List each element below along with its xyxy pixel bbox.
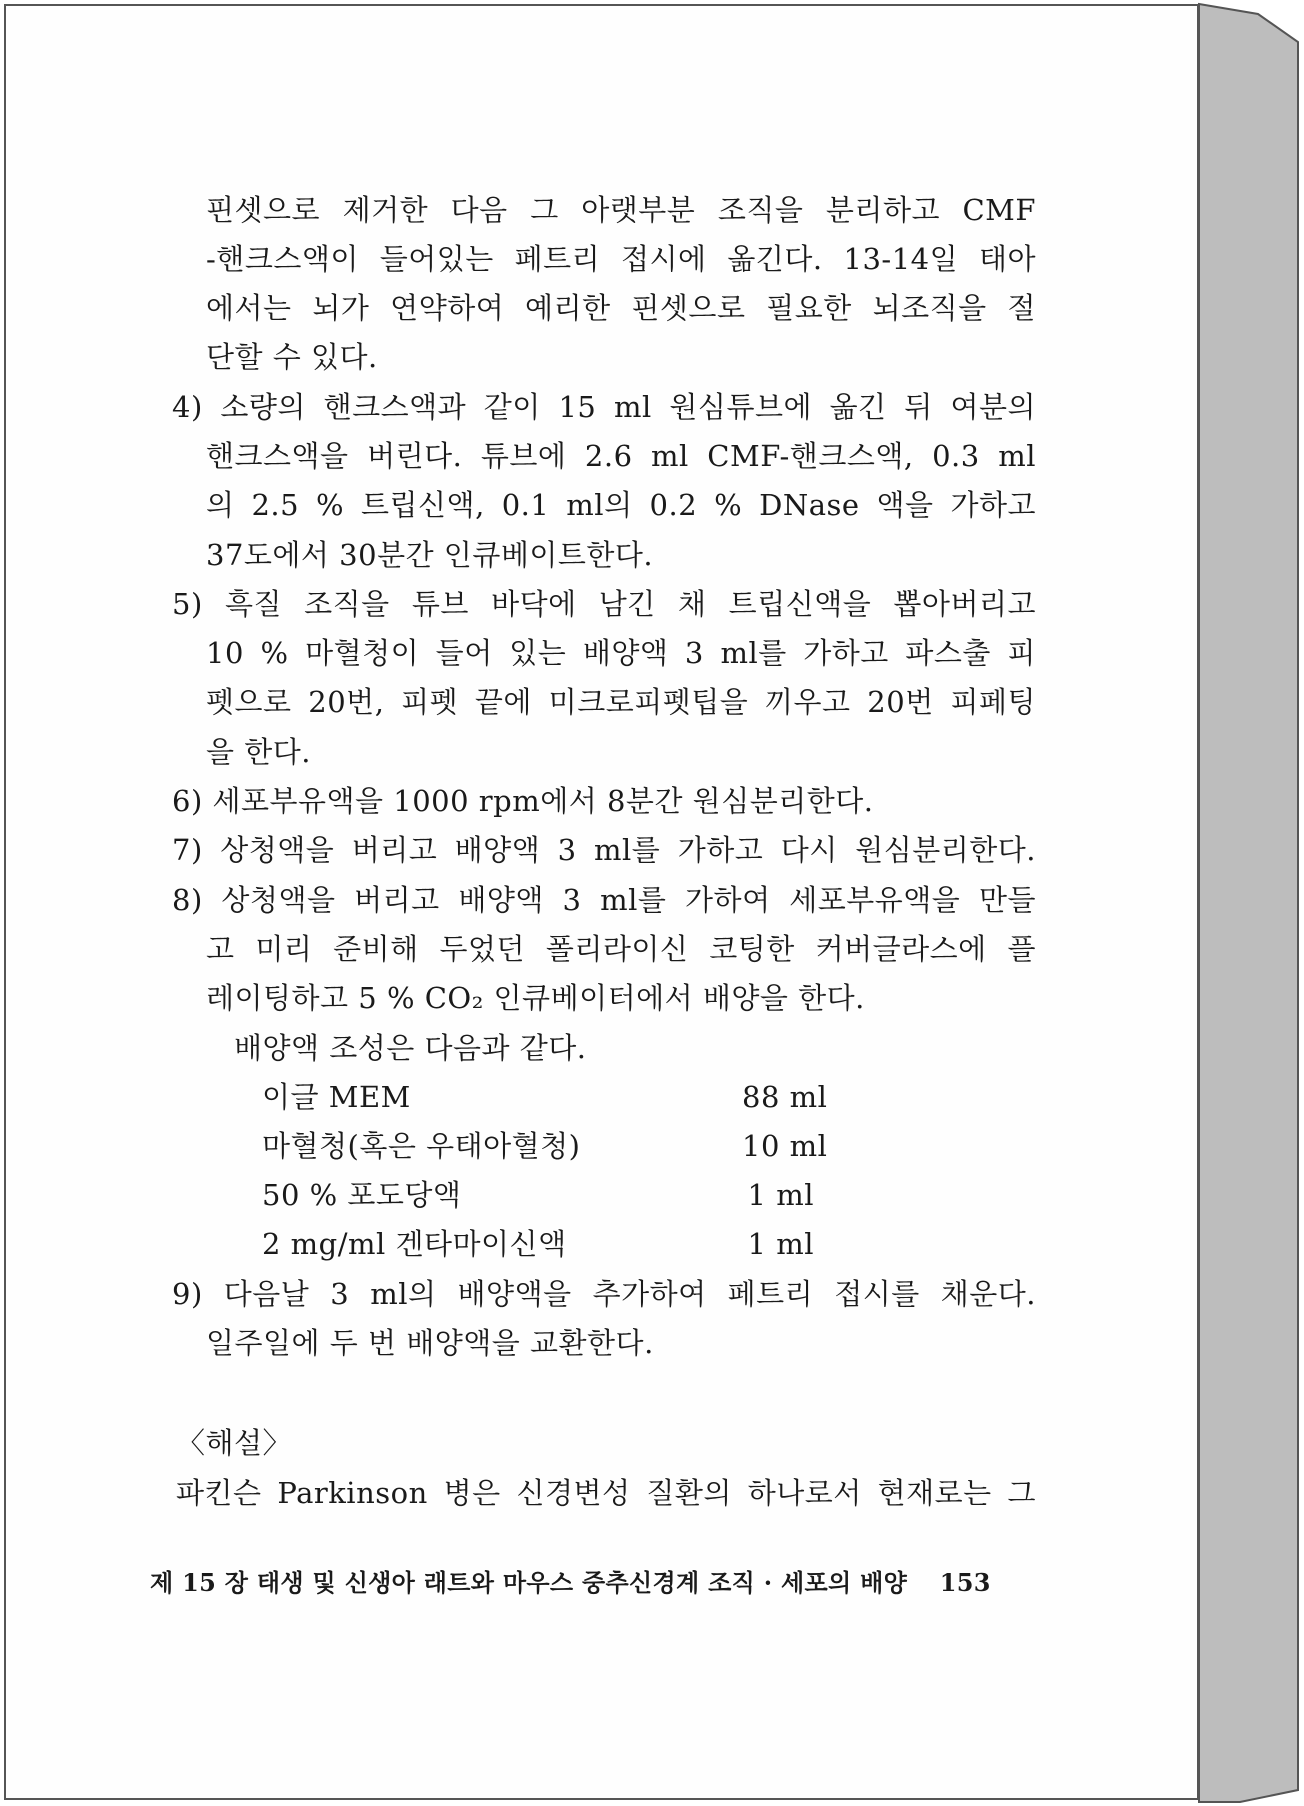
text-line: 10 % 마혈청이 들어 있는 배양액 3 ml를 가하고 파스출 피 <box>206 636 1036 670</box>
list-item-7: 7) 상청액을 버리고 배양액 3 ml를 가하고 다시 원심분리한다. <box>172 833 1036 867</box>
list-item-6: 6) 세포부유액을 1000 rpm에서 8분간 원심분리한다. <box>172 784 874 818</box>
table-row-amount: 10 ml <box>742 1129 828 1163</box>
text-line: 핀셋으로 제거한 다음 그 아랫부분 조직을 분리하고 CMF <box>206 193 1036 227</box>
list-item-4: 4) 소량의 핸크스액과 같이 15 ml 원심튜브에 옮긴 뒤 여분의 <box>172 390 1036 424</box>
text-line: 핸크스액을 버린다. 튜브에 2.6 ml CMF-핸크스액, 0.3 ml <box>206 439 1036 473</box>
table-row-item: 마혈청(혹은 우태아혈청) <box>262 1129 581 1163</box>
text-line: 단할 수 있다. <box>206 340 378 374</box>
text-line: 일주일에 두 번 배양액을 교환한다. <box>206 1326 654 1360</box>
text-line: 을 한다. <box>206 735 311 769</box>
page-number: 153 <box>939 1568 991 1597</box>
table-caption: 배양액 조성은 다음과 같다. <box>234 1031 587 1065</box>
text-line: 펫으로 20번, 피펫 끝에 미크로피펫팁을 끼우고 20번 피페팅 <box>206 685 1036 719</box>
text-line: 레이팅하고 5 % CO₂ 인큐베이터에서 배양을 한다. <box>206 981 865 1015</box>
section-heading: 〈해설〉 <box>176 1426 293 1460</box>
text-line: 파킨슨 Parkinson 병은 신경변성 질환의 하나로서 현재로는 그 <box>176 1476 1036 1510</box>
table-row-amount: 1 ml <box>747 1227 814 1261</box>
list-item-5: 5) 흑질 조직을 튜브 바닥에 남긴 채 트립신액을 뽑아버리고 <box>172 587 1036 621</box>
text-line: -핸크스액이 들어있는 페트리 접시에 옮긴다. 13-14일 태아 <box>206 242 1036 276</box>
text-line: 37도에서 30분간 인큐베이트한다. <box>206 538 654 572</box>
table-row-item: 이글 MEM <box>262 1080 411 1114</box>
text-line: 의 2.5 % 트립신액, 0.1 ml의 0.2 % DNase 액을 가하고 <box>206 488 1036 522</box>
text-line: 에서는 뇌가 연약하여 예리한 핀셋으로 필요한 뇌조직을 절 <box>206 291 1036 325</box>
list-item-8: 8) 상청액을 버리고 배양액 3 ml를 가하여 세포부유액을 만들 <box>172 883 1036 917</box>
text-line: 고 미리 준비해 두었던 폴리라이신 코팅한 커버글라스에 플 <box>206 932 1036 966</box>
list-item-9: 9) 다음날 3 ml의 배양액을 추가하여 페트리 접시를 채운다. <box>172 1277 1036 1311</box>
table-row-item: 50 % 포도당액 <box>262 1178 462 1212</box>
footer-chapter-title: 제 15 장 태생 및 신생아 래트와 마우스 중추신경계 조직 · 세포의 배양 <box>150 1568 908 1597</box>
page-footer <box>150 1566 1010 1600</box>
table-row-amount: 88 ml <box>742 1080 828 1114</box>
table-row-amount: 1 ml <box>747 1178 814 1212</box>
table-row-item: 2 mg/ml 겐타마이신액 <box>262 1227 567 1261</box>
